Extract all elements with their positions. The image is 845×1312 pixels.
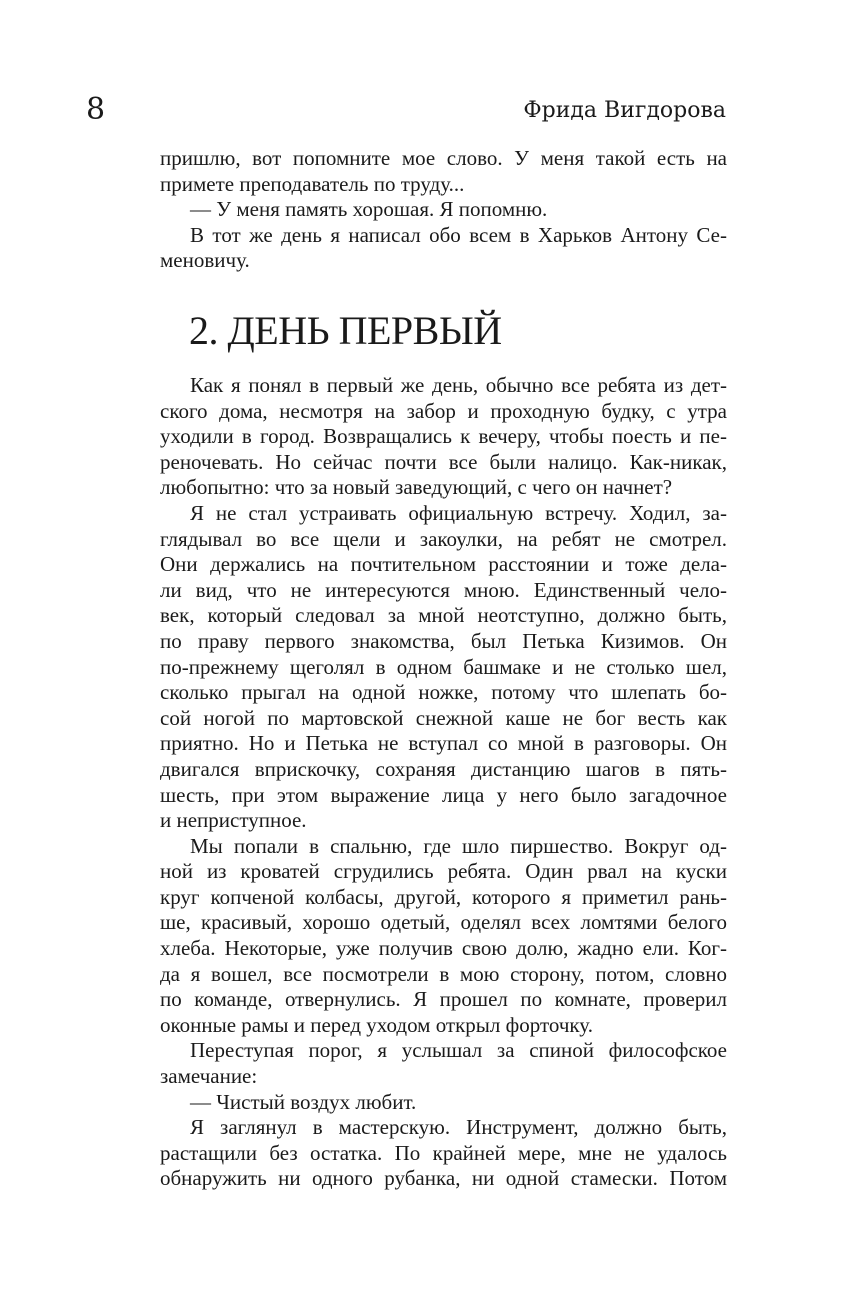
text-line: сой ногой по мартовской снежной каше не бог весть как [160,705,727,730]
text-line: приятно. Но и Петька не вступал со мной в разговоры. Он [160,731,727,756]
running-title: Фрида Вигдорова [523,98,726,123]
page-number: 8 [86,92,106,127]
text-line: — У меня память хорошая. Я попомню. [190,197,548,222]
text-line: круг копченой колбасы, другой, которого я приметил рань- [160,884,727,909]
text-line: уходили в город. Возвращались к вечеру, чтобы поесть и пе- [160,424,727,449]
text-line: Как я понял в первый же день, обычно все ребята из дет- [190,373,727,397]
text-line: шесть, при этом выражение лица у него было загадочное [160,782,727,807]
text-line: замечание: [160,1064,258,1089]
text-line: ной из кроватей сгрудились ребята. Один рвал на куски [160,859,727,884]
chapter-title: 2. ДЕНЬ ПЕРВЫЙ [189,308,502,353]
text-line: В тот же день я написал обо всем в Харьков Антону Се- [190,222,727,247]
text-line: Они держались на почтительном расстоянии и тоже дела- [160,552,727,577]
text-line: ли вид, что не интересуются мною. Единственный чело- [160,577,727,602]
text-line: растащили без остатка. По крайней мере, мне не удалось [160,1140,727,1165]
text-line: Я не стал устраивать официальную встречу. Ходил, за- [190,500,727,525]
text-line: хлеба. Некоторые, уже получив свою долю, жадно ели. Ког- [160,936,727,961]
text-line: глядывал во все щели и закоулки, на ребят не смотрел. [160,526,727,551]
text-line: по праву первого знакомства, был Петька Кизимов. Он [160,628,727,653]
text-block-chapter [160,373,727,1192]
text-line: — Чистый воздух любит. [190,1089,417,1114]
text-line: Мы попали в спальню, где шло пиршество. Вокруг од- [190,833,727,858]
text-line: пришлю, вот попомните мое слово. У меня такой есть на [160,146,727,170]
text-line: реночевать. Но сейчас почти все были налицо. Как-никак, [160,449,727,474]
text-line: примете преподаватель по труду... [160,171,465,196]
text-line: ского дома, несмотря на забор и проходную будку, с утра [160,398,727,423]
text-block-intro [160,146,727,274]
text-line: меновичу. [160,248,250,273]
text-line: век, который следовал за мной неотступно, должно быть, [160,603,727,628]
text-line: двигался вприскочку, сохраняя дистанцию шагов в пять- [160,756,727,781]
text-line: сколько прыгал на одной ножке, потому что шлепать бо- [160,680,727,705]
text-line: по-прежнему щеголял в одном башмаке и не столько шел, [160,654,727,679]
text-line: любопытно: что за новый заведующий, с чего он начнет? [160,475,673,500]
text-line: Переступая порог, я услышал за спиной философское [190,1038,727,1063]
text-line: оконные рамы и перед уходом открыл форточку. [160,1012,593,1037]
text-line: да я вошел, все посмотрели в мою сторону, потом, словно [160,961,727,986]
text-line: по команде, отвернулись. Я прошел по комнате, проверил [160,987,727,1012]
text-line: Я заглянул в мастерскую. Инструмент, должно быть, [190,1115,727,1140]
text-line: обнаружить ни одного рубанка, ни одной стамески. Потом [160,1166,727,1191]
text-line: и неприступное. [160,808,307,833]
text-line: ше, красивый, хорошо одетый, оделял всех ломтями белого [160,910,727,935]
